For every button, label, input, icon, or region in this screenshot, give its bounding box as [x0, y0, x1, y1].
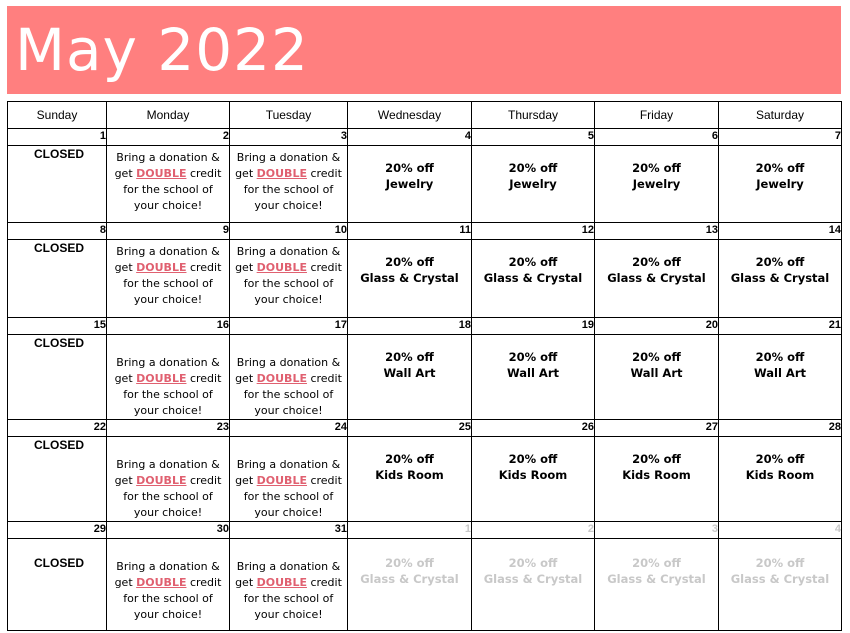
date-number: 20 — [595, 318, 719, 335]
date-number: 19 — [472, 318, 595, 335]
date-number: 30 — [107, 522, 230, 539]
sale-category: Kids Room — [498, 468, 568, 482]
sale-percent: 20% off — [508, 556, 558, 570]
promo-line: for the school of — [123, 183, 213, 196]
promo-line: your choice! — [254, 293, 323, 306]
date-number: 3 — [595, 522, 719, 539]
double-highlight: DOUBLE — [136, 167, 187, 180]
sale-info — [472, 437, 594, 483]
sale-percent: 20% off — [508, 255, 558, 269]
donation-promo — [107, 437, 229, 521]
day-cell-closed — [8, 539, 107, 631]
promo-line: for the school of — [243, 490, 334, 503]
date-number: 22 — [8, 420, 107, 437]
promo-line: Bring a donation & — [116, 560, 220, 573]
sale-info — [472, 539, 594, 587]
sale-category: Wall Art — [507, 366, 559, 380]
day-cell-sale — [595, 335, 719, 420]
sale-category: Glass & Crystal — [483, 271, 583, 285]
day-cell-donation — [107, 335, 230, 420]
promo-text: credit — [306, 261, 342, 274]
double-highlight: DOUBLE — [256, 167, 307, 180]
promo-line: Bring a donation & — [236, 560, 341, 573]
weekday-header: Sunday — [8, 102, 107, 129]
day-cell-sale — [719, 335, 842, 420]
sale-percent: 20% off — [755, 255, 805, 269]
sale-percent: 20% off — [508, 350, 558, 364]
sale-info — [348, 539, 471, 587]
sale-category: Wall Art — [383, 366, 436, 380]
date-number: 26 — [472, 420, 595, 437]
donation-promo — [230, 240, 347, 308]
promo-text: get — [114, 474, 137, 487]
weekday-header: Wednesday — [348, 102, 472, 129]
sale-percent: 20% off — [755, 556, 805, 570]
day-cell-sale — [348, 335, 472, 420]
date-number: 14 — [719, 223, 842, 240]
sale-percent: 20% off — [632, 161, 681, 175]
promo-line: your choice! — [254, 199, 323, 212]
date-number: 27 — [595, 420, 719, 437]
date-number: 5 — [472, 129, 595, 146]
date-number-row — [8, 223, 842, 240]
promo-text: get — [114, 372, 137, 385]
date-number: 12 — [472, 223, 595, 240]
week-content-row — [8, 146, 842, 223]
sale-percent: 20% off — [385, 350, 434, 364]
sale-percent: 20% off — [632, 350, 681, 364]
month-title: May 2022 — [15, 16, 309, 84]
promo-line: for the school of — [243, 388, 334, 401]
sale-info — [348, 240, 471, 286]
donation-promo — [107, 335, 229, 419]
promo-line: your choice! — [133, 293, 203, 306]
date-number: 2 — [107, 129, 230, 146]
promo-line: your choice! — [133, 506, 203, 519]
sale-info — [595, 539, 718, 587]
day-cell-closed — [8, 146, 107, 223]
promo-text: credit — [186, 474, 222, 487]
date-number: 6 — [595, 129, 719, 146]
promo-text: credit — [186, 167, 222, 180]
double-highlight: DOUBLE — [256, 372, 307, 385]
sale-info — [348, 335, 471, 381]
promo-line — [107, 473, 229, 489]
promo-line — [107, 575, 229, 591]
donation-promo — [107, 240, 229, 308]
sale-info — [719, 437, 841, 483]
date-number: 1 — [348, 522, 472, 539]
date-number: 1 — [8, 129, 107, 146]
promo-line: Bring a donation & — [236, 245, 341, 258]
weekday-header: Thursday — [472, 102, 595, 129]
day-cell-next-month — [472, 539, 595, 631]
promo-line: Bring a donation & — [236, 356, 341, 369]
promo-line: Bring a donation & — [236, 458, 341, 471]
weekday-header: Saturday — [719, 102, 842, 129]
date-number: 15 — [8, 318, 107, 335]
promo-line — [107, 371, 229, 387]
sale-category: Glass & Crystal — [730, 271, 830, 285]
day-cell-sale — [348, 146, 472, 223]
day-cell-sale — [472, 146, 595, 223]
day-cell-donation — [230, 437, 348, 522]
promo-line: your choice! — [133, 608, 203, 621]
promo-text: get — [114, 167, 137, 180]
promo-line — [230, 473, 347, 489]
date-number: 10 — [230, 223, 348, 240]
donation-promo — [230, 437, 347, 521]
promo-line — [230, 260, 347, 276]
date-number: 9 — [107, 223, 230, 240]
promo-line: for the school of — [123, 592, 213, 605]
weekday-header: Monday — [107, 102, 230, 129]
date-number: 29 — [8, 522, 107, 539]
date-number: 23 — [107, 420, 230, 437]
promo-text: get — [235, 167, 257, 180]
promo-line: your choice! — [133, 199, 203, 212]
day-cell-sale — [719, 146, 842, 223]
day-cell-sale — [472, 437, 595, 522]
day-cell-sale — [348, 437, 472, 522]
sale-category: Jewelry — [509, 177, 557, 191]
sale-percent: 20% off — [755, 161, 805, 175]
sale-percent: 20% off — [632, 452, 681, 466]
day-cell-next-month — [595, 539, 719, 631]
promo-line: your choice! — [133, 404, 203, 417]
sale-info — [595, 335, 718, 381]
sale-category: Glass & Crystal — [730, 572, 830, 586]
promo-line: for the school of — [123, 277, 213, 290]
week-content-row — [8, 437, 842, 522]
date-number: 4 — [348, 129, 472, 146]
date-number: 13 — [595, 223, 719, 240]
closed-label: CLOSED — [34, 336, 85, 350]
date-number: 4 — [719, 522, 842, 539]
weekday-header: Tuesday — [230, 102, 348, 129]
promo-line: Bring a donation & — [116, 356, 220, 369]
sale-category: Kids Room — [375, 468, 444, 482]
day-cell-sale — [472, 240, 595, 318]
date-number: 28 — [719, 420, 842, 437]
promo-line: Bring a donation & — [236, 151, 341, 164]
promo-text: get — [235, 474, 257, 487]
sale-percent: 20% off — [508, 452, 558, 466]
sale-info — [348, 146, 471, 192]
month-banner — [7, 6, 841, 94]
calendar-grid — [7, 101, 842, 631]
week-content-row — [8, 539, 842, 631]
donation-promo — [230, 335, 347, 419]
date-number: 25 — [348, 420, 472, 437]
promo-line: your choice! — [254, 404, 323, 417]
sale-percent: 20% off — [632, 255, 681, 269]
day-cell-donation — [230, 335, 348, 420]
promo-text: credit — [306, 576, 342, 589]
day-cell-sale — [595, 146, 719, 223]
double-highlight: DOUBLE — [256, 576, 307, 589]
sale-category: Wall Art — [754, 366, 806, 380]
sale-category: Kids Room — [745, 468, 815, 482]
sale-info — [595, 146, 718, 192]
day-cell-donation — [107, 437, 230, 522]
donation-promo — [107, 539, 229, 623]
day-cell-closed — [8, 240, 107, 318]
sale-percent: 20% off — [508, 161, 558, 175]
double-highlight: DOUBLE — [136, 474, 187, 487]
promo-text: credit — [186, 576, 222, 589]
sale-percent: 20% off — [385, 452, 434, 466]
date-number: 8 — [8, 223, 107, 240]
sale-category: Jewelry — [756, 177, 804, 191]
promo-line — [230, 575, 347, 591]
week-content-row — [8, 335, 842, 420]
promo-line: for the school of — [243, 592, 334, 605]
date-number: 16 — [107, 318, 230, 335]
promo-text: credit — [186, 261, 222, 274]
sale-category: Glass & Crystal — [360, 572, 459, 586]
promo-line: for the school of — [123, 388, 213, 401]
date-number-row — [8, 420, 842, 437]
promo-text: get — [114, 261, 137, 274]
sale-percent: 20% off — [755, 452, 805, 466]
promo-line: for the school of — [123, 490, 213, 503]
sale-info — [595, 437, 718, 483]
sale-info — [719, 335, 841, 381]
sale-category: Kids Room — [622, 468, 691, 482]
sale-info — [472, 146, 594, 192]
promo-text: get — [235, 372, 257, 385]
date-number: 18 — [348, 318, 472, 335]
day-cell-donation — [230, 240, 348, 318]
promo-text: credit — [306, 474, 342, 487]
double-highlight: DOUBLE — [136, 261, 187, 274]
day-cell-donation — [107, 539, 230, 631]
sale-percent: 20% off — [632, 556, 681, 570]
promo-text: get — [114, 576, 137, 589]
promo-line: for the school of — [243, 183, 334, 196]
date-number: 31 — [230, 522, 348, 539]
closed-label: CLOSED — [34, 241, 85, 255]
sale-info — [595, 240, 718, 286]
week-content-row — [8, 240, 842, 318]
day-cell-next-month — [348, 539, 472, 631]
promo-line: Bring a donation & — [116, 245, 220, 258]
promo-text: get — [235, 261, 257, 274]
promo-line — [107, 260, 229, 276]
promo-line: your choice! — [254, 608, 323, 621]
promo-line — [230, 166, 347, 182]
sale-category: Glass & Crystal — [483, 572, 583, 586]
date-number: 7 — [719, 129, 842, 146]
date-number-row — [8, 318, 842, 335]
day-cell-sale — [472, 335, 595, 420]
sale-info — [719, 146, 841, 192]
sale-percent: 20% off — [385, 556, 434, 570]
promo-line: Bring a donation & — [116, 151, 220, 164]
donation-promo — [107, 146, 229, 214]
day-cell-sale — [595, 240, 719, 318]
date-number: 24 — [230, 420, 348, 437]
date-number-row — [8, 129, 842, 146]
day-cell-next-month — [719, 539, 842, 631]
day-cell-sale — [595, 437, 719, 522]
sale-category: Glass & Crystal — [607, 271, 706, 285]
day-cell-sale — [348, 240, 472, 318]
closed-label: CLOSED — [34, 147, 85, 161]
donation-promo — [230, 539, 347, 623]
day-cell-donation — [107, 240, 230, 318]
date-number: 11 — [348, 223, 472, 240]
promo-line: your choice! — [254, 506, 323, 519]
sale-info — [472, 335, 594, 381]
date-number: 21 — [719, 318, 842, 335]
sale-info — [719, 240, 841, 286]
sale-info — [719, 539, 841, 587]
day-cell-donation — [230, 146, 348, 223]
date-number: 3 — [230, 129, 348, 146]
double-highlight: DOUBLE — [136, 372, 187, 385]
date-number: 17 — [230, 318, 348, 335]
double-highlight: DOUBLE — [136, 576, 187, 589]
promo-text: get — [235, 576, 257, 589]
date-number-row — [8, 522, 842, 539]
double-highlight: DOUBLE — [256, 474, 307, 487]
weekday-header-row — [8, 102, 842, 129]
closed-label: CLOSED — [34, 556, 85, 570]
weekday-header: Friday — [595, 102, 719, 129]
date-number: 2 — [472, 522, 595, 539]
sale-category: Jewelry — [632, 177, 681, 191]
promo-text: credit — [186, 372, 222, 385]
day-cell-donation — [107, 146, 230, 223]
sale-category: Glass & Crystal — [360, 271, 459, 285]
promo-text: credit — [306, 167, 342, 180]
day-cell-sale — [719, 240, 842, 318]
sale-category: Wall Art — [630, 366, 683, 380]
sale-category: Jewelry — [385, 177, 434, 191]
sale-info — [348, 437, 471, 483]
promo-line — [230, 371, 347, 387]
promo-line: Bring a donation & — [116, 458, 220, 471]
promo-line: for the school of — [243, 277, 334, 290]
sale-percent: 20% off — [755, 350, 805, 364]
double-highlight: DOUBLE — [256, 261, 307, 274]
sale-percent: 20% off — [385, 255, 434, 269]
sale-percent: 20% off — [385, 161, 434, 175]
day-cell-donation — [230, 539, 348, 631]
promo-text: credit — [306, 372, 342, 385]
sale-category: Glass & Crystal — [607, 572, 706, 586]
sale-info — [472, 240, 594, 286]
day-cell-closed — [8, 437, 107, 522]
day-cell-sale — [719, 437, 842, 522]
promo-line — [107, 166, 229, 182]
day-cell-closed — [8, 335, 107, 420]
closed-label: CLOSED — [34, 438, 85, 452]
donation-promo — [230, 146, 347, 214]
